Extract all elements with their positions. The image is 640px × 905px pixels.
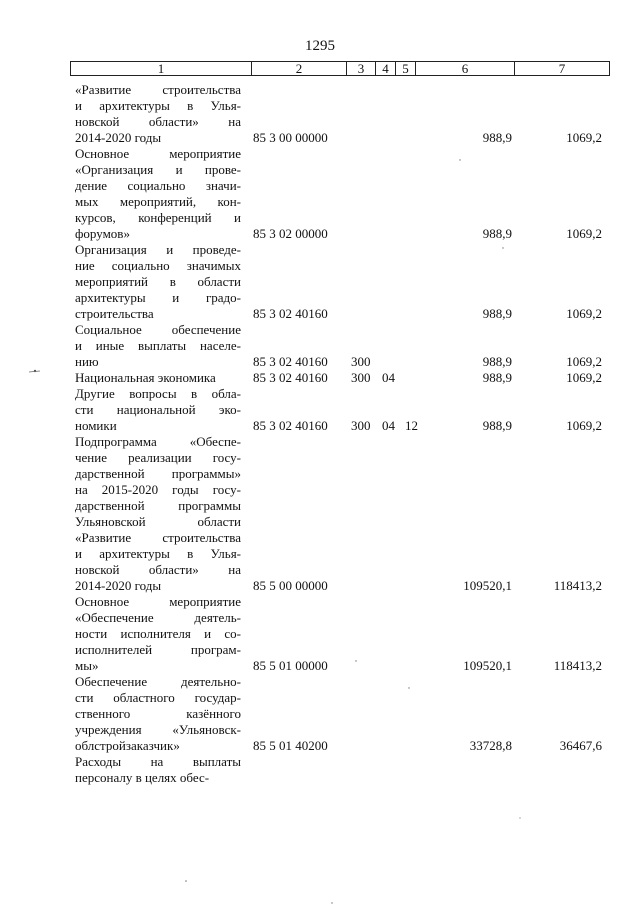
row-description (75, 674, 241, 754)
description-line: дарственной программы» (75, 466, 241, 481)
description-line: Основное мероприятие (75, 594, 241, 609)
description-line: 2014-2020 годы (75, 578, 162, 593)
row-description (75, 594, 241, 674)
row-value-col7: 1069,2 (566, 354, 602, 369)
description-line: «Развитие строительства (75, 530, 241, 545)
row-subsection: 04 (382, 370, 395, 385)
description-line: архитектуры и градо- (75, 290, 241, 305)
description-line: учреждения «Ульяновск- (75, 722, 241, 737)
description-line: Организация и проведе- (75, 242, 241, 257)
description-line: Другие вопросы в обла- (75, 386, 241, 401)
description-line: чение реализации госу- (75, 450, 241, 465)
header-col-6: 6 (416, 62, 515, 75)
description-line: «Обеспечение деятель- (75, 610, 241, 625)
row-value-col6: 109520,1 (463, 578, 512, 593)
row-subsection: 04 (382, 418, 395, 433)
header-col-7: 7 (558, 61, 566, 76)
description-line: Расходы на выплаты (75, 754, 241, 769)
description-line: Подпрограмма «Обеспе- (75, 434, 241, 449)
description-line: персоналу в целях обес- (75, 770, 210, 785)
description-line: мых мероприятий, кон- (75, 194, 241, 209)
row-description (75, 322, 241, 370)
row-code: 85 3 02 40160 (253, 306, 328, 321)
description-line: строительства (75, 306, 154, 321)
description-line: номики (75, 418, 117, 433)
row-code: 85 3 02 40160 (253, 418, 328, 433)
description-line: сти национальной эко- (75, 402, 241, 417)
row-code: 85 3 02 40160 (253, 370, 328, 385)
description-line: сти областного государ- (75, 690, 241, 705)
description-line: облстройзаказчик» (75, 738, 180, 753)
description-line: нию (75, 354, 99, 369)
row-description (75, 434, 241, 594)
header-col-3: 3 (347, 62, 376, 75)
description-line: Основное мероприятие (75, 146, 241, 161)
row-value-col6: 988,9 (482, 226, 512, 241)
row-value-col7: 1069,2 (566, 370, 602, 385)
description-line: и архитектуры в Улья- (75, 98, 241, 113)
description-line: и иные выплаты населе- (75, 338, 241, 353)
description-line: 2014-2020 годы (75, 130, 162, 145)
row-description (75, 146, 241, 242)
description-line: и архитектуры в Улья- (75, 546, 241, 561)
row-value-col7: 36467,6 (559, 738, 602, 753)
description-line: новской области» на (75, 114, 241, 129)
row-description (75, 386, 241, 434)
row-description (75, 242, 241, 322)
description-line: Ульяновской области (75, 514, 241, 529)
description-line: дение социально значи- (75, 178, 241, 193)
row-value-col6: 33728,8 (469, 738, 512, 753)
description-line: мероприятий в области (75, 274, 241, 289)
row-description (75, 370, 241, 386)
row-value-col7: 1069,2 (566, 130, 602, 145)
row-value-col6: 988,9 (482, 306, 512, 321)
description-line: на 2015-2020 годы госу- (75, 482, 241, 497)
table-header-row (70, 61, 610, 76)
row-value-col7: 1069,2 (566, 306, 602, 321)
row-code: 85 5 01 00000 (253, 658, 328, 673)
row-section: 300 (351, 354, 371, 369)
row-value-col6: 988,9 (482, 418, 512, 433)
row-value-col7: 118413,2 (553, 658, 602, 673)
description-line: форумов» (75, 226, 130, 241)
row-value-col6: 988,9 (482, 370, 512, 385)
description-line: ственного казённого (75, 706, 241, 721)
row-description (75, 82, 241, 146)
description-line: Обеспечение деятельно- (75, 674, 241, 689)
row-value-col6: 109520,1 (463, 658, 512, 673)
row-code: 85 3 02 00000 (253, 226, 328, 241)
row-code: 85 5 00 00000 (253, 578, 328, 593)
row-item: 12 (405, 418, 418, 433)
description-line: ние социально значимых (75, 258, 241, 273)
row-value-col7: 118413,2 (553, 578, 602, 593)
description-line: новской области» на (75, 562, 241, 577)
row-code: 85 5 01 40200 (253, 738, 328, 753)
row-section: 300 (351, 418, 371, 433)
row-code: 85 3 02 40160 (253, 354, 328, 369)
header-col-4: 4 (376, 62, 396, 75)
description-line: Социальное обеспечение (75, 322, 241, 337)
description-line: курсов, конференций и (75, 210, 241, 225)
header-col-5: 5 (396, 62, 416, 75)
row-value-col6: 988,9 (482, 354, 512, 369)
row-section: 300 (351, 370, 371, 385)
description-line: Национальная экономика (75, 370, 216, 385)
row-code: 85 3 00 00000 (253, 130, 328, 145)
row-value-col7: 1069,2 (566, 226, 602, 241)
page-number: 1295 (305, 38, 335, 54)
description-line: дарственной программы (75, 498, 241, 513)
description-line: ности исполнителя и со- (75, 626, 241, 641)
description-line: исполнителей програм- (75, 642, 241, 657)
header-col-2: 2 (252, 62, 347, 75)
row-value-col7: 1069,2 (566, 418, 602, 433)
row-value-col6: 988,9 (482, 130, 512, 145)
description-line: «Развитие строительства (75, 82, 241, 97)
header-col-1: 1 (71, 62, 252, 75)
description-line: «Организация и прове- (75, 162, 241, 177)
row-description (75, 754, 241, 786)
description-line: мы» (75, 658, 99, 673)
